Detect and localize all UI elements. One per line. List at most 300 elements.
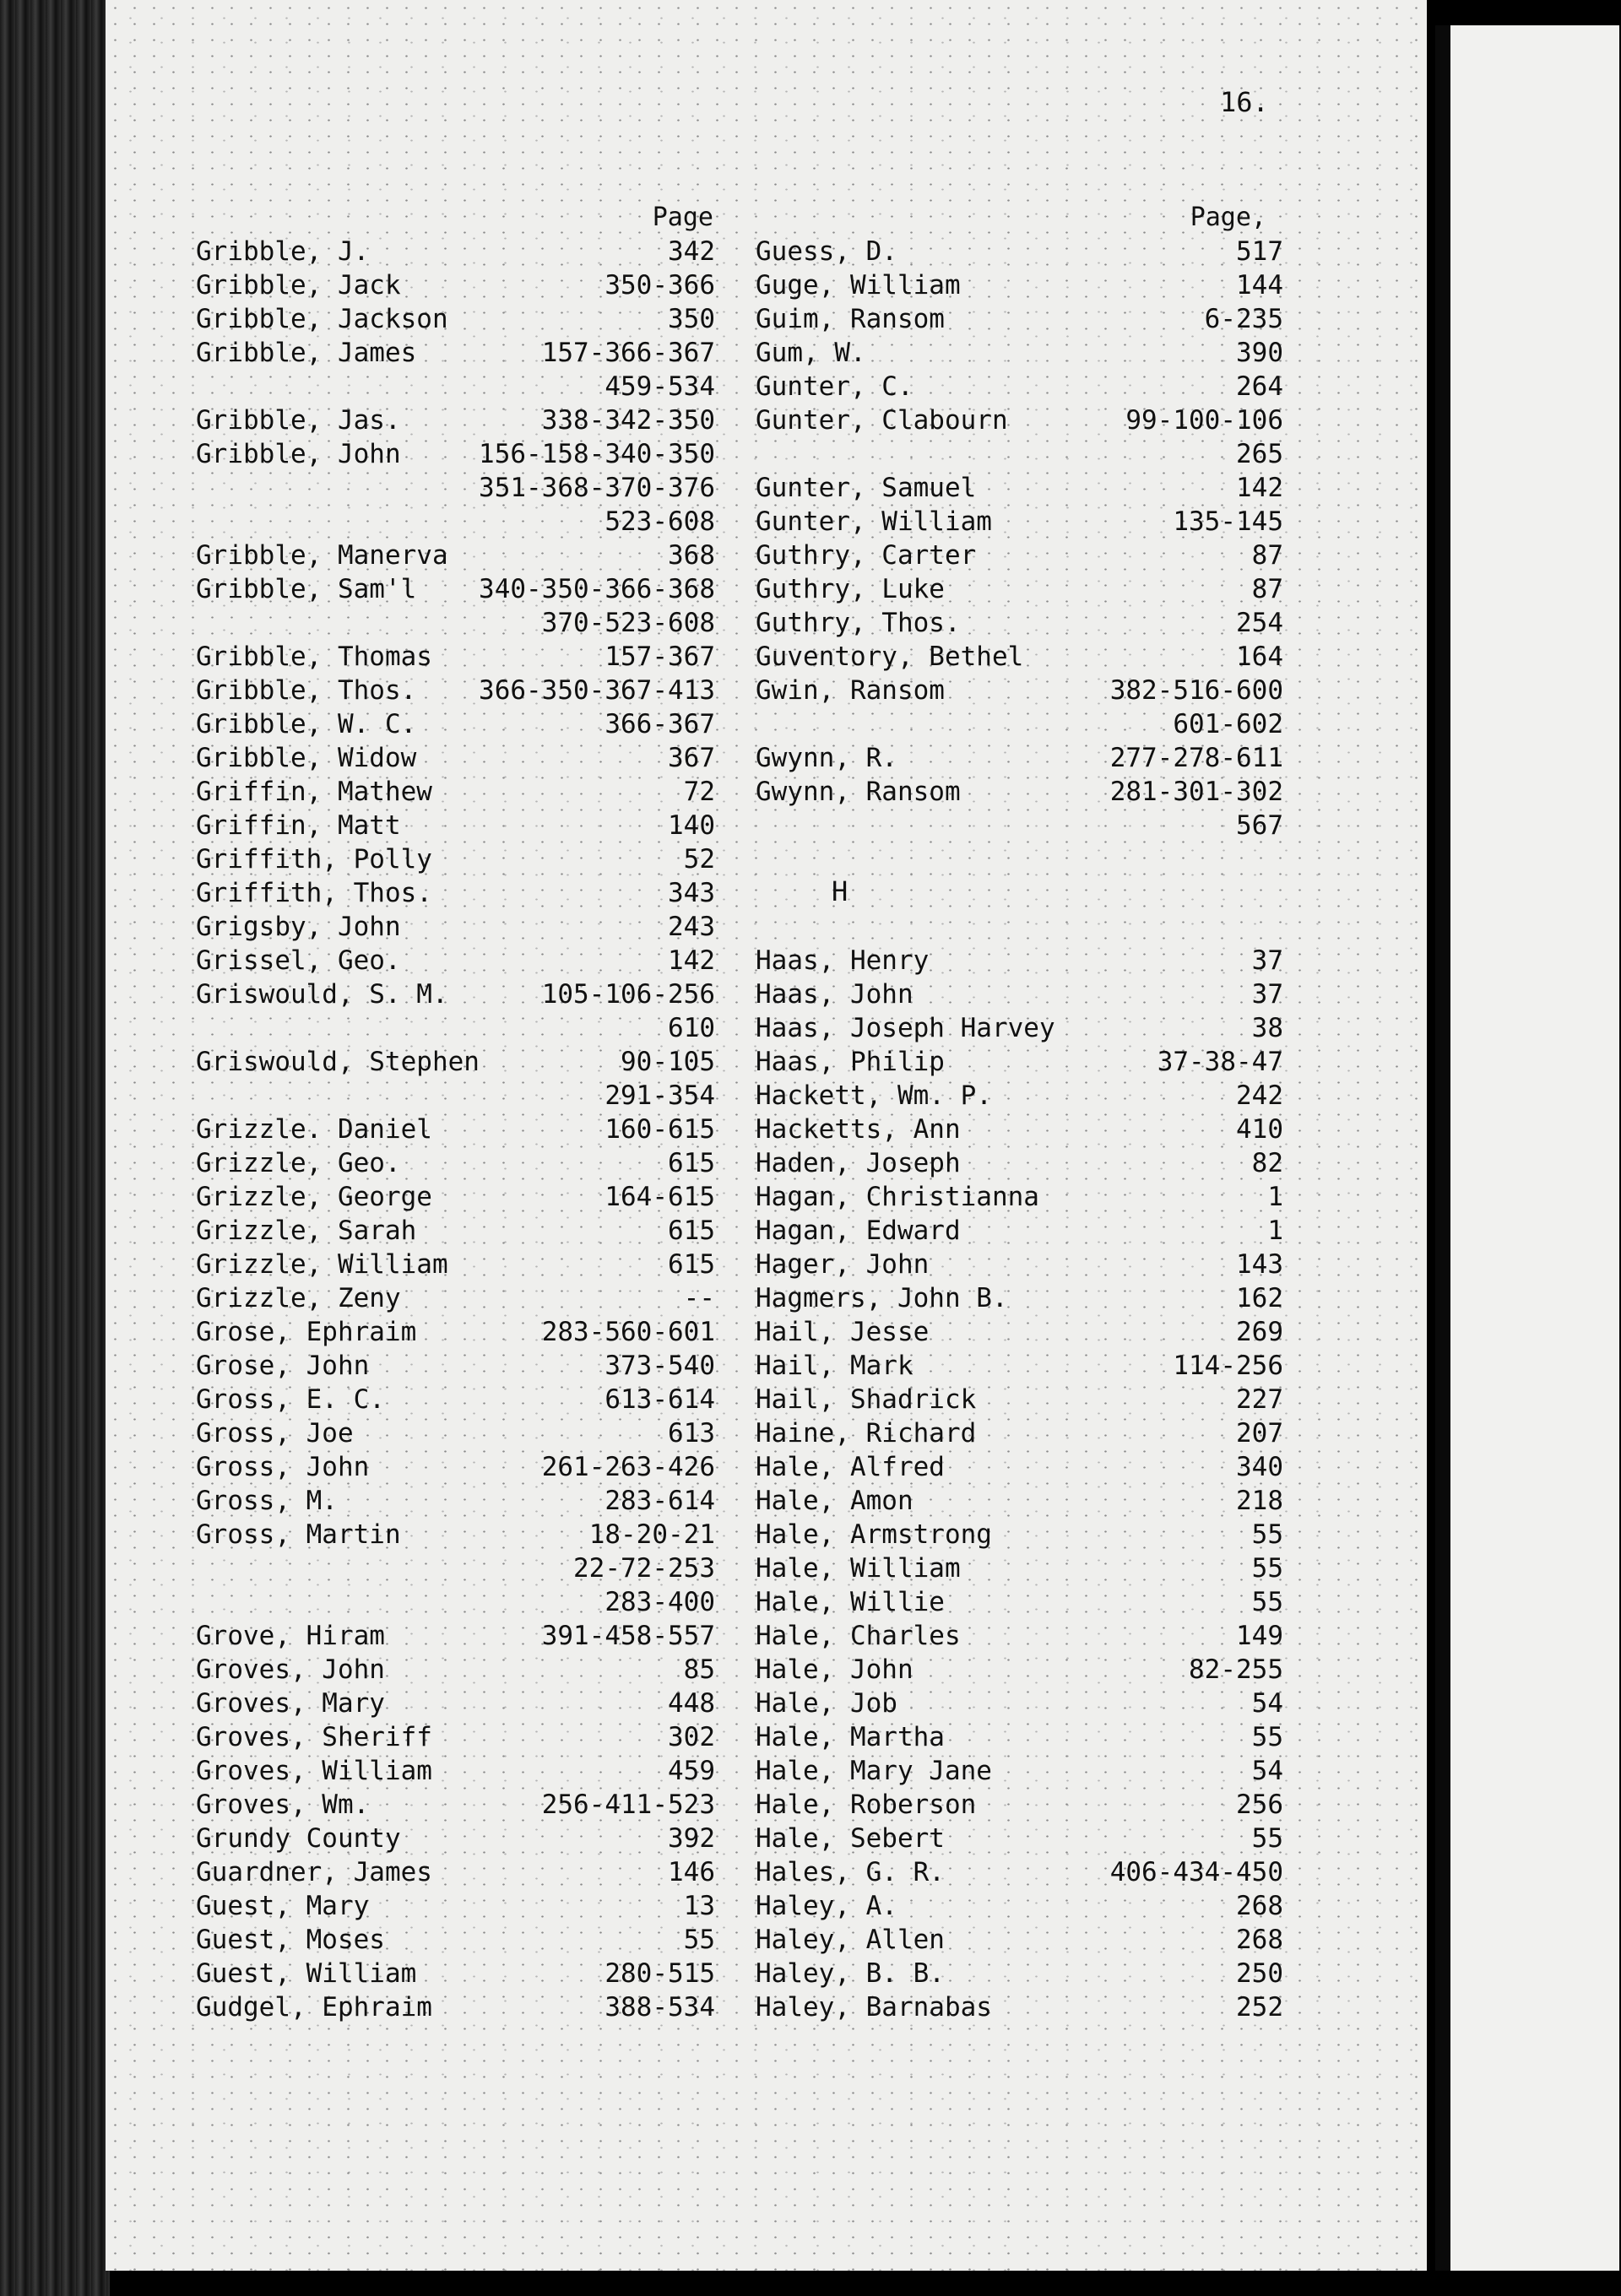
entry-pages: 37-38-47 [1157, 1047, 1283, 1077]
index-entry [756, 471, 1283, 505]
entry-name: Groves, John [196, 1654, 385, 1685]
entry-name: Haley, Allen [756, 1925, 945, 1955]
entry-name: Hagan, Christianna [756, 1182, 1039, 1212]
entry-name: Hale, Amon [756, 1486, 914, 1516]
entry-pages: 72 [683, 777, 715, 807]
entry-pages: 283-560-601 [541, 1317, 715, 1347]
index-entry [756, 1788, 1283, 1822]
entry-name: Groves, William [196, 1756, 432, 1786]
entry-pages: 350 [668, 304, 715, 334]
entry-pages: 164-615 [604, 1182, 715, 1212]
entry-pages: 90-105 [621, 1047, 715, 1077]
entry-name: Gribble, Thomas [196, 642, 432, 672]
entry-name: Hager, John [756, 1249, 930, 1280]
index-entry [756, 1349, 1283, 1383]
entry-name: Groves, Wm. [196, 1790, 370, 1820]
entry-name: Guge, William [756, 270, 961, 301]
index-entry [756, 1855, 1283, 1889]
entry-name: Hail, Jesse [756, 1317, 930, 1347]
index-entry [756, 1383, 1283, 1416]
entry-name: Gribble, James [196, 338, 417, 368]
entry-name: Hale, William [756, 1553, 961, 1584]
entry-name: Grose, John [196, 1351, 370, 1381]
entry-pages: 87 [1251, 574, 1283, 604]
entry-pages: 54 [1251, 1688, 1283, 1719]
entry-pages: 343 [668, 878, 715, 908]
left-page-header: Page [652, 203, 713, 232]
entry-pages: 162 [1236, 1283, 1283, 1313]
entry-pages: 517 [1236, 236, 1283, 267]
entry-pages: 114-256 [1173, 1351, 1283, 1381]
entry-name: Gribble, Jack [196, 270, 401, 301]
entry-pages: 459-534 [604, 371, 715, 402]
index-entry [196, 1113, 715, 1146]
index-entry [756, 1146, 1283, 1180]
entry-pages: 142 [668, 945, 715, 976]
entry-pages: 143 [1236, 1249, 1283, 1280]
entry-name: Griffin, Matt [196, 810, 401, 841]
entry-name: Gunter, Clabourn [756, 405, 1008, 436]
entry-pages: 254 [1236, 608, 1283, 638]
entry-pages: 392 [668, 1823, 715, 1854]
entry-name: Grizzle, Geo. [196, 1148, 401, 1178]
entry-name: Hale, John [756, 1654, 914, 1685]
entry-name: Gribble, Thos. [196, 675, 417, 706]
entry-pages: 610 [668, 1013, 715, 1043]
entry-name: Haley, B. B. [756, 1958, 945, 1989]
entry-name: Hale, Alfred [756, 1452, 945, 1482]
entry-pages: 135-145 [1173, 506, 1283, 537]
index-entry [196, 1180, 715, 1214]
entry-name: Griffith, Polly [196, 844, 432, 875]
entry-name: Guventory, Bethel [756, 642, 1024, 672]
index-entry [196, 505, 715, 539]
entry-pages: 54 [1251, 1756, 1283, 1786]
entry-pages: 269 [1236, 1317, 1283, 1347]
entry-pages: -- [683, 1283, 715, 1313]
entry-name: Griswould, Stephen [196, 1047, 480, 1077]
entry-name: Haine, Richard [756, 1418, 977, 1449]
entry-name: Griswould, S. M. [196, 979, 448, 1010]
index-entry [196, 910, 715, 944]
entry-name: Haley, A. [756, 1891, 897, 1921]
index-entry [756, 1889, 1283, 1923]
index-entry [756, 539, 1283, 572]
entry-pages: 410 [1236, 1114, 1283, 1145]
index-entry [756, 1653, 1283, 1687]
entry-pages: 105-106-256 [541, 979, 715, 1010]
entry-name: Gunter, Samuel [756, 473, 977, 503]
index-entry [196, 606, 715, 640]
entry-pages: 55 [1251, 1587, 1283, 1617]
entry-pages: 406-434-450 [1109, 1857, 1283, 1887]
index-entry [196, 1484, 715, 1518]
entry-name: Griffin, Mathew [196, 777, 432, 807]
entry-pages: 391-458-557 [541, 1621, 715, 1651]
entry-pages: 149 [1236, 1621, 1283, 1651]
entry-pages: 615 [668, 1249, 715, 1280]
entry-pages: 268 [1236, 1891, 1283, 1921]
entry-pages: 342 [668, 236, 715, 267]
entry-pages: 160-615 [604, 1114, 715, 1145]
entry-pages: 156-158-340-350 [479, 439, 715, 469]
entry-pages: 459 [668, 1756, 715, 1786]
entry-pages: 55 [1251, 1519, 1283, 1550]
entry-name: Groves, Mary [196, 1688, 385, 1719]
entry-name: Guardner, James [196, 1857, 432, 1887]
entry-name: Gunter, C. [756, 371, 914, 402]
entry-name: Gwin, Ransom [756, 675, 945, 706]
entry-pages: 256 [1236, 1790, 1283, 1820]
index-entry [196, 1687, 715, 1720]
entry-pages: 252 [1236, 1992, 1283, 2023]
entry-pages: 280-515 [604, 1958, 715, 1989]
entry-name: Hacketts, Ann [756, 1114, 961, 1145]
entry-name: Gribble, W. C. [196, 709, 417, 739]
entry-pages: 261-263-426 [541, 1452, 715, 1482]
entry-pages: 265 [1236, 439, 1283, 469]
index-entry [756, 944, 1283, 977]
entry-name: Hackett, Wm. P. [756, 1080, 992, 1111]
index-entry [756, 1416, 1283, 1450]
entry-pages: 37 [1251, 945, 1283, 976]
index-entry [196, 1281, 715, 1315]
entry-pages: 82 [1251, 1148, 1283, 1178]
index-entry [196, 640, 715, 674]
index-entry [196, 1957, 715, 1990]
entry-pages: 55 [683, 1925, 715, 1955]
index-entry [756, 1011, 1283, 1045]
entry-name: Guest, Mary [196, 1891, 370, 1921]
index-entry [756, 674, 1283, 707]
index-entry [196, 370, 715, 403]
entry-name: Haas, John [756, 979, 914, 1010]
index-entry [756, 336, 1283, 370]
index-entry [756, 1450, 1283, 1484]
index-entry [756, 1281, 1283, 1315]
index-entry [196, 1720, 715, 1754]
index-entry [756, 1551, 1283, 1585]
index-entry [756, 1113, 1283, 1146]
index-entry [196, 1585, 715, 1619]
entry-pages: 615 [668, 1148, 715, 1178]
entry-pages: 448 [668, 1688, 715, 1719]
index-entry [756, 1754, 1283, 1788]
entry-pages: 277-278-611 [1109, 743, 1283, 773]
index-entry [196, 1214, 715, 1248]
index-entry [196, 1653, 715, 1687]
index-entry [196, 1045, 715, 1079]
entry-name: Griffith, Thos. [196, 878, 432, 908]
entry-pages: 52 [683, 844, 715, 875]
index-entry [756, 302, 1283, 336]
entry-pages: 6-235 [1204, 304, 1283, 334]
entry-pages: 140 [668, 810, 715, 841]
entry-pages: 243 [668, 912, 715, 942]
entry-pages: 601-602 [1173, 709, 1283, 739]
index-entry [756, 1045, 1283, 1079]
index-entry [196, 1619, 715, 1653]
entry-name: Gross, Martin [196, 1519, 401, 1550]
entry-name: Grizzle, Zeny [196, 1283, 401, 1313]
index-entry [756, 1315, 1283, 1349]
entry-pages: 291-354 [604, 1080, 715, 1111]
entry-pages: 613-614 [604, 1384, 715, 1415]
entry-name: Guthry, Carter [756, 540, 977, 571]
entry-pages: 283-400 [604, 1587, 715, 1617]
entry-name: Hale, Sebert [756, 1823, 945, 1854]
entry-pages: 142 [1236, 473, 1283, 503]
index-entry [756, 977, 1283, 1011]
index-entry [196, 1990, 715, 2024]
entry-pages: 390 [1236, 338, 1283, 368]
entry-name: Guthry, Thos. [756, 608, 961, 638]
entry-name: Grizzle, George [196, 1182, 432, 1212]
entry-name: Hale, Willie [756, 1587, 945, 1617]
entry-name: Hagan, Edward [756, 1216, 961, 1246]
index-entry [756, 1619, 1283, 1653]
index-entry [756, 572, 1283, 606]
index-entry [756, 741, 1283, 775]
index-entry [756, 1248, 1283, 1281]
entry-name: Gribble, Manerva [196, 540, 448, 571]
index-entry [756, 1214, 1283, 1248]
index-entry [196, 302, 715, 336]
entry-pages: 37 [1251, 979, 1283, 1010]
entry-pages: 340-350-366-368 [479, 574, 715, 604]
entry-pages: 157-366-367 [541, 338, 715, 368]
index-entry [756, 403, 1283, 437]
index-entry [756, 1822, 1283, 1855]
entry-name: Hale, Armstrong [756, 1519, 992, 1550]
entry-pages: 99-100-106 [1125, 405, 1283, 436]
entry-pages: 373-540 [604, 1351, 715, 1381]
entry-name: Haas, Philip [756, 1047, 945, 1077]
entry-pages: 615 [668, 1216, 715, 1246]
index-entry [756, 235, 1283, 268]
entry-name: Grizzle, William [196, 1249, 448, 1280]
index-entry [756, 505, 1283, 539]
index-entry [756, 707, 1283, 741]
index-entry [756, 1687, 1283, 1720]
index-entry [196, 1822, 715, 1855]
entry-name: Haden, Joseph [756, 1148, 961, 1178]
section-letter: H [832, 875, 848, 907]
index-entry [756, 1990, 1283, 2024]
entry-name: Haley, Barnabas [756, 1992, 992, 2023]
entry-pages: 367 [668, 743, 715, 773]
index-entry [196, 403, 715, 437]
entry-name: Grizzle, Sarah [196, 1216, 417, 1246]
entry-pages: 207 [1236, 1418, 1283, 1449]
entry-name: Gribble, Widow [196, 743, 417, 773]
entry-pages: 281-301-302 [1109, 777, 1283, 807]
entry-name: Gribble, John [196, 439, 401, 469]
entry-name: Gribble, Jas. [196, 405, 401, 436]
entry-name: Guest, Moses [196, 1925, 385, 1955]
entry-name: Grigsby, John [196, 912, 401, 942]
entry-name: Gwynn, R. [756, 743, 897, 773]
index-entry [196, 876, 715, 910]
index-entry [196, 1923, 715, 1957]
index-entry [196, 1383, 715, 1416]
entry-pages: 567 [1236, 810, 1283, 841]
entry-name: Haas, Joseph Harvey [756, 1013, 1055, 1043]
index-entry [196, 1011, 715, 1045]
index-entry [196, 809, 715, 842]
entry-pages: 268 [1236, 1925, 1283, 1955]
index-entry [756, 1518, 1283, 1551]
entry-pages: 242 [1236, 1080, 1283, 1111]
index-entry [756, 1720, 1283, 1754]
entry-pages: 388-534 [604, 1992, 715, 2023]
index-entry [196, 1855, 715, 1889]
index-entry [756, 809, 1283, 842]
index-entry [196, 572, 715, 606]
index-entry [196, 944, 715, 977]
entry-name: Hale, Roberson [756, 1790, 977, 1820]
index-entry [756, 1923, 1283, 1957]
entry-pages: 55 [1251, 1553, 1283, 1584]
entry-name: Hales, G. R. [756, 1857, 945, 1887]
index-entry [756, 775, 1283, 809]
entry-pages: 382-516-600 [1109, 675, 1283, 706]
index-entry [196, 1518, 715, 1551]
right-page-header: Page, [1190, 203, 1266, 232]
entry-name: Guest, William [196, 1958, 417, 1989]
index-entry [196, 471, 715, 505]
index-entry [196, 268, 715, 302]
entry-pages: 370-523-608 [541, 608, 715, 638]
entry-name: Gribble, J. [196, 236, 370, 267]
entry-name: Gross, E. C. [196, 1384, 385, 1415]
index-entry [196, 775, 715, 809]
entry-name: Gwynn, Ransom [756, 777, 961, 807]
entry-pages: 368 [668, 540, 715, 571]
entry-pages: 256-411-523 [541, 1790, 715, 1820]
entry-pages: 146 [668, 1857, 715, 1887]
entry-name: Groves, Sheriff [196, 1722, 432, 1752]
entry-pages: 144 [1236, 270, 1283, 301]
entry-pages: 85 [683, 1654, 715, 1685]
entry-name: Grissel, Geo. [196, 945, 401, 976]
entry-pages: 227 [1236, 1384, 1283, 1415]
entry-pages: 55 [1251, 1823, 1283, 1854]
index-entry [196, 1315, 715, 1349]
index-entry [196, 1248, 715, 1281]
index-entry [196, 674, 715, 707]
entry-pages: 1 [1267, 1216, 1283, 1246]
index-entry [756, 606, 1283, 640]
index-entry [756, 1180, 1283, 1214]
entry-pages: 13 [683, 1891, 715, 1921]
index-entry [756, 1957, 1283, 1990]
index-entry [196, 1889, 715, 1923]
entry-name: Hale, Job [756, 1688, 897, 1719]
index-entry [196, 1146, 715, 1180]
entry-name: Haas, Henry [756, 945, 930, 976]
index-entry [756, 1585, 1283, 1619]
next-page-edge [1435, 25, 1619, 2271]
entry-name: Gross, Joe [196, 1418, 354, 1449]
index-entry [756, 1079, 1283, 1113]
index-entry [756, 1484, 1283, 1518]
entry-name: Hale, Martha [756, 1722, 945, 1752]
entry-pages: 340 [1236, 1452, 1283, 1482]
entry-name: Grizzle. Daniel [196, 1114, 432, 1145]
index-entry [196, 336, 715, 370]
entry-pages: 302 [668, 1722, 715, 1752]
entry-pages: 350-366 [604, 270, 715, 301]
index-entry [196, 1416, 715, 1450]
entry-name: Gribble, Jackson [196, 304, 448, 334]
entry-name: Grose, Ephraim [196, 1317, 417, 1347]
binding-edge [0, 0, 110, 2296]
entry-name: Hail, Shadrick [756, 1384, 977, 1415]
entry-pages: 351-368-370-376 [479, 473, 715, 503]
entry-pages: 523-608 [604, 506, 715, 537]
entry-name: Guthry, Luke [756, 574, 945, 604]
entry-name: Gunter, William [756, 506, 992, 537]
entry-name: Hale, Charles [756, 1621, 961, 1651]
index-entry [196, 235, 715, 268]
index-entry [196, 1450, 715, 1484]
entry-name: Gross, John [196, 1452, 370, 1482]
index-entry [756, 370, 1283, 403]
index-entry [196, 741, 715, 775]
entry-name: Grundy County [196, 1823, 401, 1854]
entry-pages: 264 [1236, 371, 1283, 402]
entry-pages: 283-614 [604, 1486, 715, 1516]
index-entry [196, 437, 715, 471]
entry-pages: 18-20-21 [588, 1519, 715, 1550]
entry-pages: 366-350-367-413 [479, 675, 715, 706]
entry-name: Gribble, Sam'l [196, 574, 417, 604]
entry-pages: 55 [1251, 1722, 1283, 1752]
index-entry [196, 707, 715, 741]
index-entry [196, 977, 715, 1011]
index-entry [756, 437, 1283, 471]
index-entry [196, 539, 715, 572]
entry-pages: 82-255 [1189, 1654, 1283, 1685]
index-entry [196, 1788, 715, 1822]
entry-pages: 218 [1236, 1486, 1283, 1516]
entry-pages: 22-72-253 [573, 1553, 715, 1584]
entry-pages: 1 [1267, 1182, 1283, 1212]
entry-name: Hail, Mark [756, 1351, 914, 1381]
index-entry [756, 640, 1283, 674]
entry-pages: 338-342-350 [541, 405, 715, 436]
entry-pages: 164 [1236, 642, 1283, 672]
entry-name: Grove, Hiram [196, 1621, 385, 1651]
entry-name: Guess, D. [756, 236, 897, 267]
entry-pages: 366-367 [604, 709, 715, 739]
entry-pages: 157-367 [604, 642, 715, 672]
entry-pages: 87 [1251, 540, 1283, 571]
index-entry [196, 1079, 715, 1113]
entry-name: Hale, Mary Jane [756, 1756, 992, 1786]
index-entry [196, 842, 715, 876]
entry-pages: 38 [1251, 1013, 1283, 1043]
entry-name: Gudgel, Ephraim [196, 1992, 432, 2023]
index-entry [756, 268, 1283, 302]
entry-pages: 613 [668, 1418, 715, 1449]
entry-name: Hagmers, John B. [756, 1283, 1008, 1313]
entry-name: Guim, Ransom [756, 304, 945, 334]
index-entry [196, 1754, 715, 1788]
index-entry [196, 1551, 715, 1585]
index-entry [196, 1349, 715, 1383]
